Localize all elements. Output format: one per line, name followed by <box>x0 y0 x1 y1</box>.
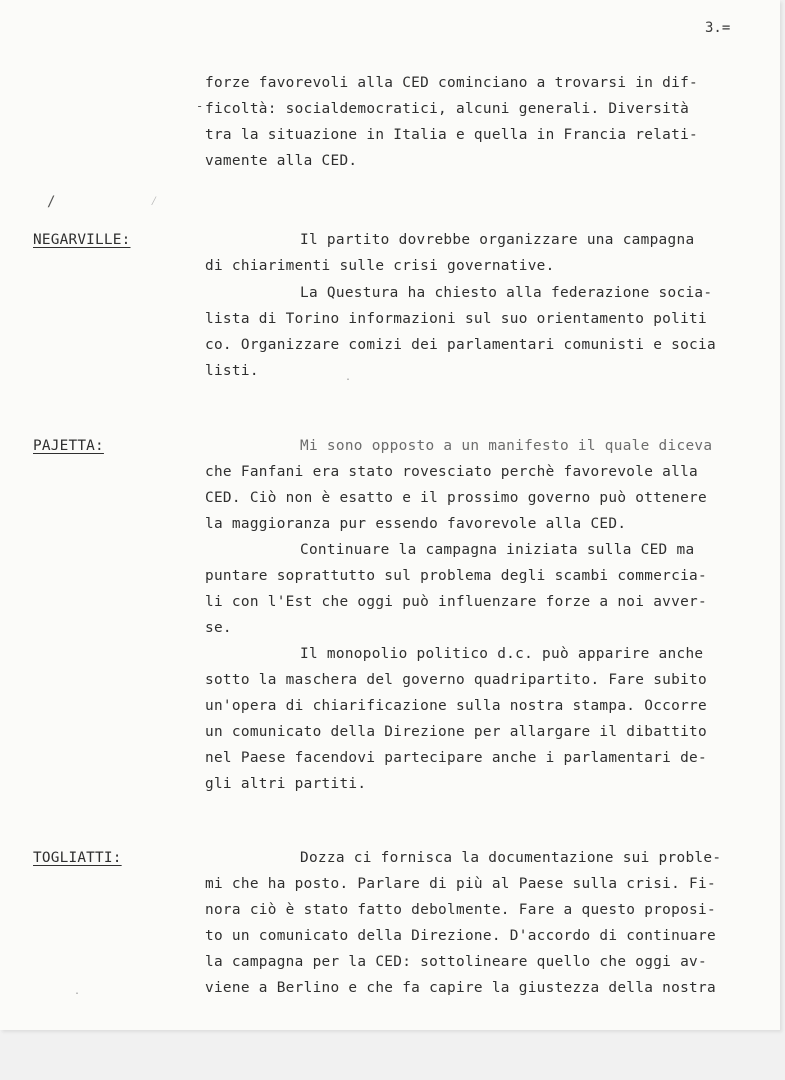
pajetta-line: CED. Ciò non è esatto e il prossimo governo può ottenere <box>205 490 707 506</box>
negarville-line: lista di Torino informazioni sul suo orientamento politi <box>205 311 707 327</box>
negarville-line: di chiarimenti sulle crisi governative. <box>205 258 555 274</box>
negarville-line: listi. <box>205 363 259 379</box>
stray-dot-mark: . <box>345 372 352 383</box>
pajetta-line: nel Paese facendovi partecipare anche i parlamentari de- <box>205 750 707 766</box>
pajetta-line: Il monopolio politico d.c. può apparire anche <box>300 646 704 662</box>
intro-line: tra la situazione in Italia e quella in Francia relati- <box>205 127 699 143</box>
speaker-label-togliatti <box>33 850 122 867</box>
margin-dash-mark: - <box>196 99 204 113</box>
togliatti-line: Dozza ci fornisca la documentazione sui proble- <box>300 850 722 866</box>
negarville-line: Il partito dovrebbe organizzare una campagna <box>300 232 695 248</box>
pajetta-line: sotto la maschera del governo quadripartito. Fare subito <box>205 672 707 688</box>
pencil-mark: ⁄ <box>150 194 158 209</box>
pajetta-line: la maggioranza pur essendo favorevole alla CED. <box>205 516 627 532</box>
speaker-name: PAJETTA: <box>33 438 104 454</box>
negarville-line: co. Organizzare comizi dei parlamentari comunisti e socia <box>205 337 716 353</box>
pajetta-line: che Fanfani era stato rovesciato perchè favorevole alla <box>205 464 699 480</box>
pajetta-line: Continuare la campagna iniziata sulla CED ma <box>300 542 695 558</box>
intro-line: ficoltà: socialdemocratici, alcuni generali. Diversità <box>205 101 690 117</box>
speaker-name: TOGLIATTI: <box>33 850 122 866</box>
togliatti-line: nora ciò è stato fatto debolmente. Fare a questo proposi- <box>205 902 716 918</box>
pajetta-line: un comunicato della Direzione per allargare il dibattito <box>205 724 707 740</box>
pajetta-line: Mi sono opposto a un manifesto il quale diceva <box>300 438 713 454</box>
negarville-line: La Questura ha chiesto alla federazione socia- <box>300 285 713 301</box>
pajetta-line: gli altri partiti. <box>205 776 367 792</box>
page-number: 3.= <box>705 20 731 36</box>
togliatti-line: to un comunicato della Direzione. D'accordo di continuare <box>205 928 716 944</box>
togliatti-line: viene a Berlino e che fa capire la giustezza della nostra <box>205 980 716 996</box>
intro-line: forze favorevoli alla CED cominciano a trovarsi in dif- <box>205 75 699 91</box>
speaker-label-pajetta <box>33 438 104 455</box>
speaker-name: NEGARVILLE: <box>33 232 131 248</box>
intro-line: vamente alla CED. <box>205 153 358 169</box>
margin-dot-mark: . <box>74 986 81 997</box>
speaker-label-negarville <box>33 232 131 249</box>
pajetta-line: un'opera di chiarificazione sulla nostra stampa. Occorre <box>205 698 707 714</box>
pajetta-line: li con l'Est che oggi può influenzare forze a noi avver- <box>205 594 707 610</box>
pajetta-line: se. <box>205 620 232 636</box>
pajetta-line: puntare soprattutto sul problema degli scambi commercia- <box>205 568 707 584</box>
slash-mark: / <box>47 194 56 210</box>
togliatti-line: la campagna per la CED: sottolineare quello che oggi av- <box>205 954 707 970</box>
togliatti-line: mi che ha posto. Parlare di più al Paese sulla crisi. Fi- <box>205 876 716 892</box>
